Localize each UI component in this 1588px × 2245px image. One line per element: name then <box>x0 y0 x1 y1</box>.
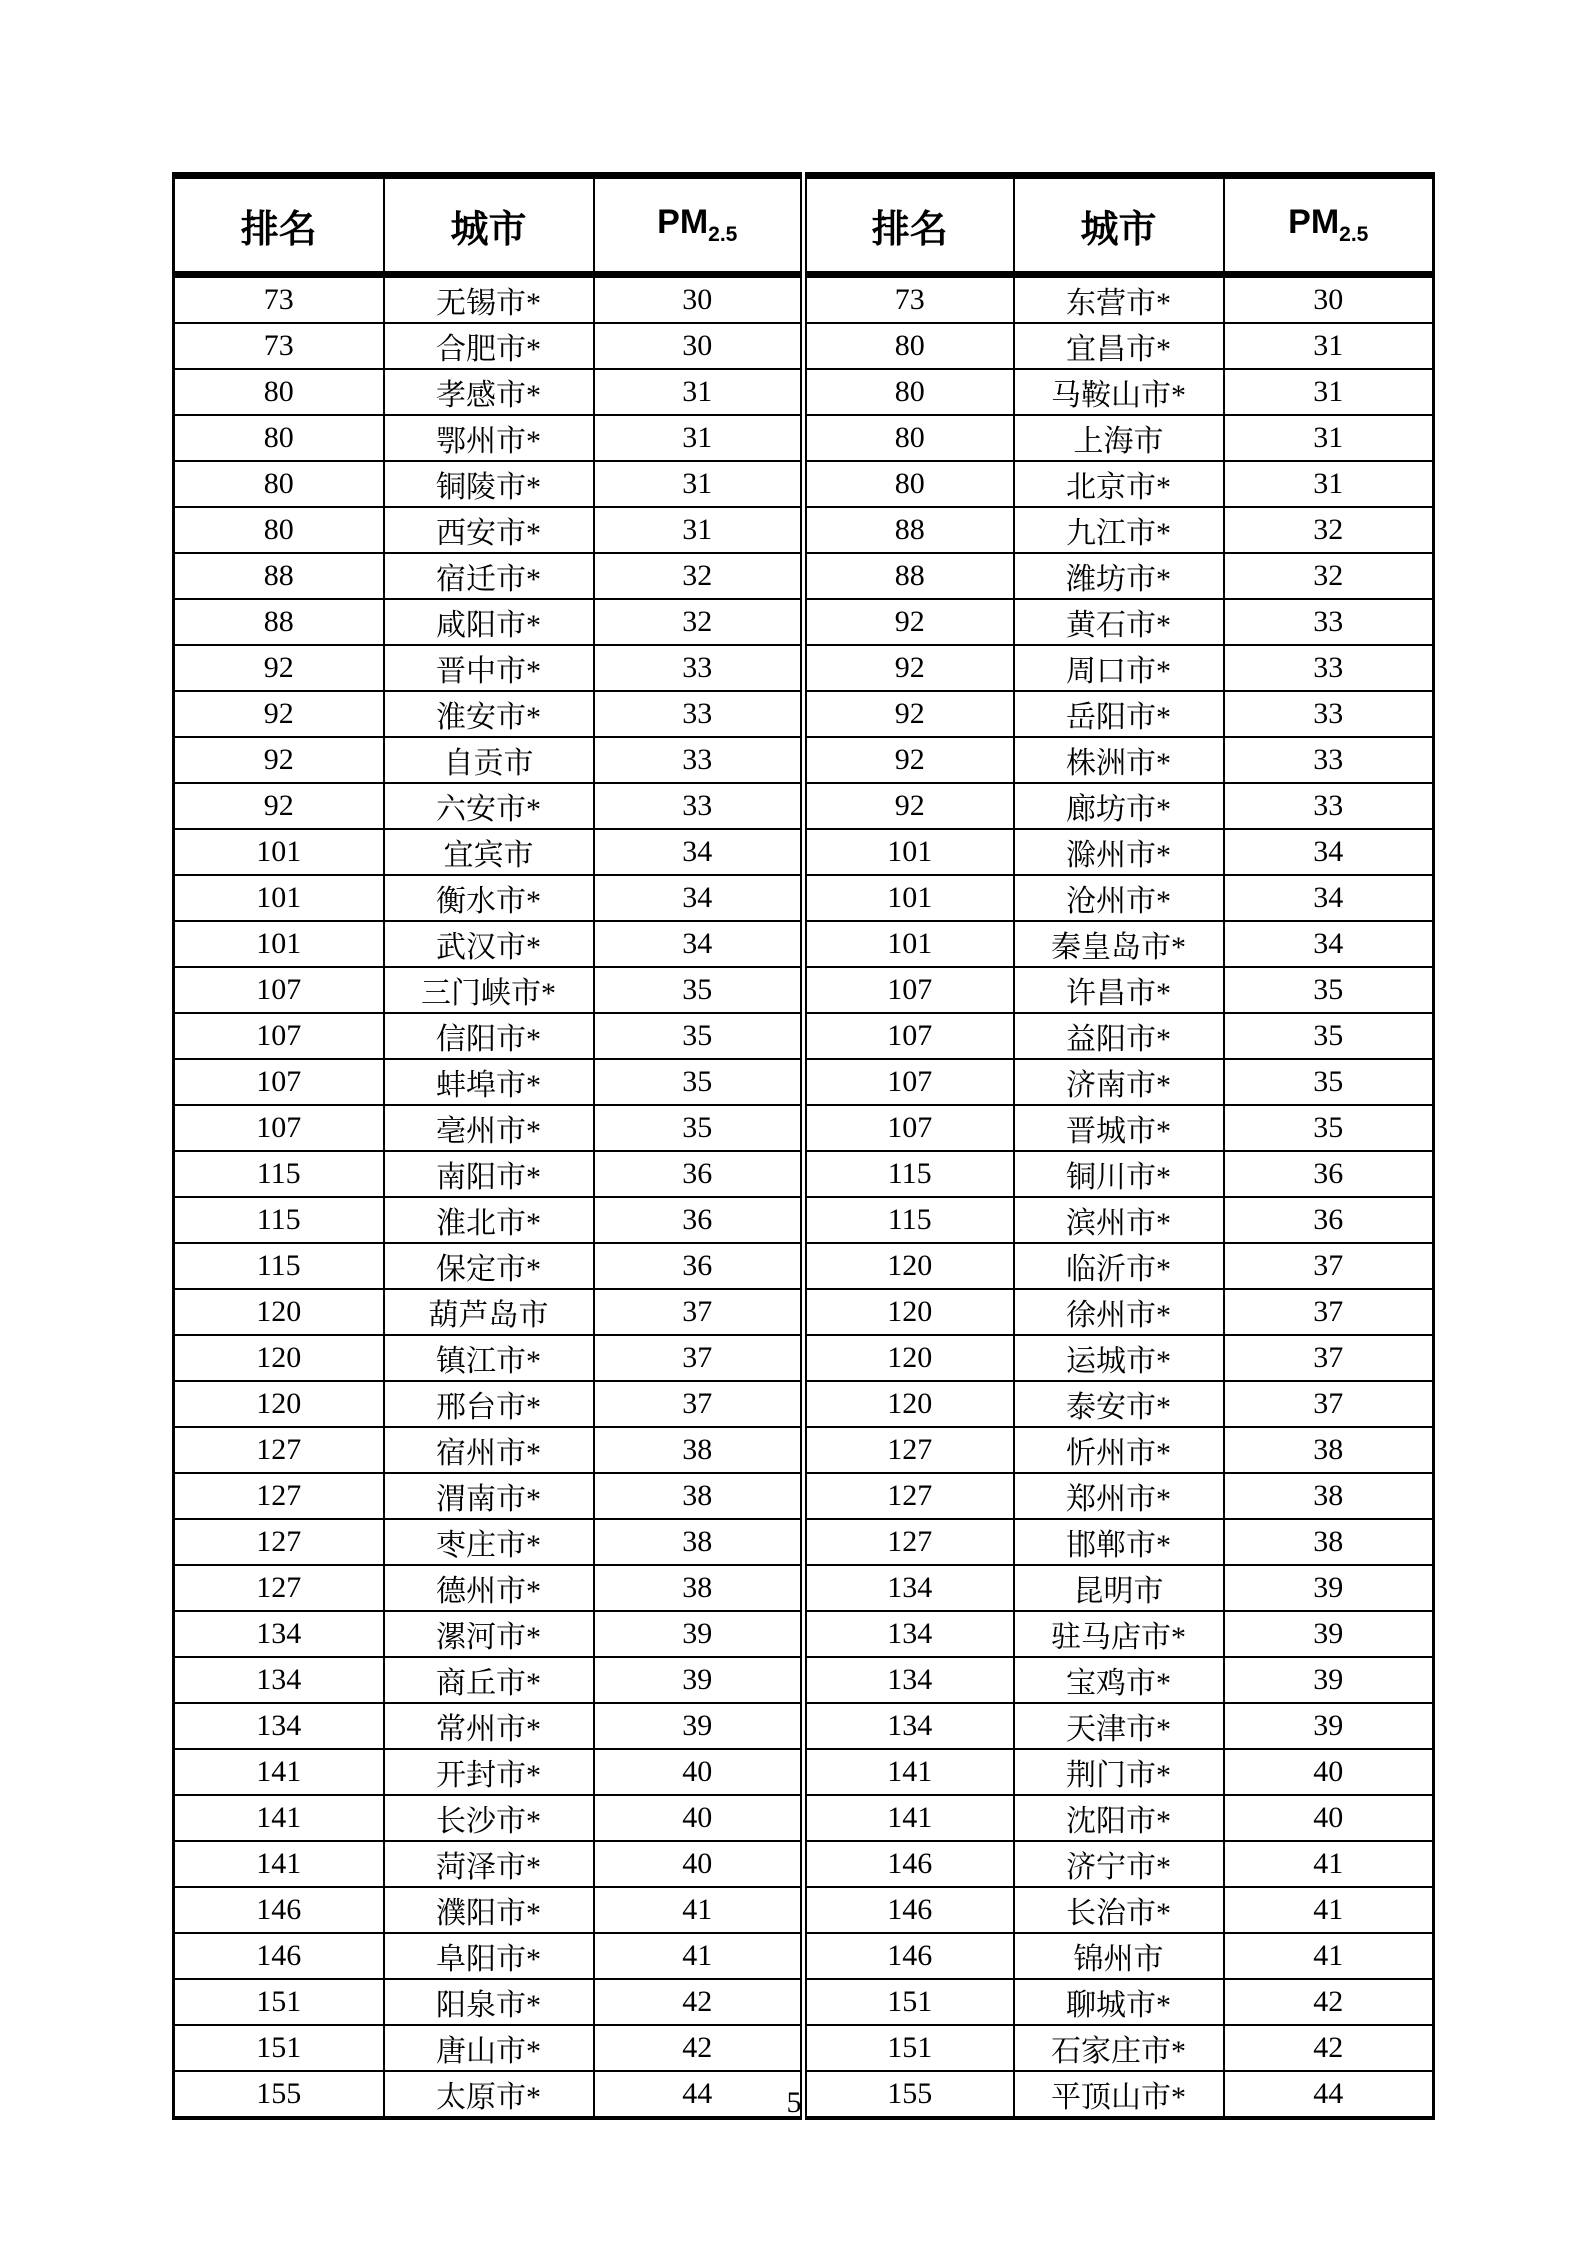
table-row <box>174 691 1434 737</box>
city-cell-right: 秦皇岛市* <box>1014 921 1224 967</box>
city-cell-left: 晋中市* <box>384 645 594 691</box>
table-row <box>174 2025 1434 2071</box>
pm-cell-left: 41 <box>594 1887 804 1933</box>
city-cell-left: 漯河市* <box>384 1611 594 1657</box>
rank-cell-right: 141 <box>804 1795 1014 1841</box>
rank-cell-left: 151 <box>174 2025 384 2071</box>
table-row <box>174 875 1434 921</box>
rank-cell-left: 141 <box>174 1795 384 1841</box>
pm-cell-left: 39 <box>594 1657 804 1703</box>
pm-cell-right: 33 <box>1224 737 1434 783</box>
pm-cell-left: 33 <box>594 691 804 737</box>
table-row <box>174 645 1434 691</box>
pm-cell-left: 38 <box>594 1473 804 1519</box>
pm-cell-left: 35 <box>594 967 804 1013</box>
rank-cell-right: 92 <box>804 737 1014 783</box>
pm-cell-left: 31 <box>594 415 804 461</box>
pm-cell-right: 41 <box>1224 1887 1434 1933</box>
table-header <box>174 176 1434 275</box>
pm-cell-right: 37 <box>1224 1243 1434 1289</box>
pm-cell-left: 31 <box>594 369 804 415</box>
pm-cell-right: 30 <box>1224 275 1434 324</box>
pm-cell-left: 40 <box>594 1749 804 1795</box>
pm-cell-right: 41 <box>1224 1841 1434 1887</box>
pm-cell-left: 31 <box>594 507 804 553</box>
pm-header-left-base: PM <box>657 203 709 242</box>
pm-cell-right: 31 <box>1224 415 1434 461</box>
rank-cell-right: 151 <box>804 2025 1014 2071</box>
pm-cell-left: 37 <box>594 1335 804 1381</box>
city-cell-left: 长沙市* <box>384 1795 594 1841</box>
city-cell-right: 东营市* <box>1014 275 1224 324</box>
pm-cell-left: 38 <box>594 1519 804 1565</box>
pm-cell-right: 36 <box>1224 1151 1434 1197</box>
rank-cell-left: 115 <box>174 1243 384 1289</box>
city-cell-right: 运城市* <box>1014 1335 1224 1381</box>
city-cell-left: 铜陵市* <box>384 461 594 507</box>
pm-header-right-base: PM <box>1288 203 1340 242</box>
rank-header-left: 排名 <box>174 176 384 275</box>
rank-cell-right: 115 <box>804 1151 1014 1197</box>
table-row <box>174 1887 1434 1933</box>
pm-cell-left: 38 <box>594 1565 804 1611</box>
city-cell-left: 亳州市* <box>384 1105 594 1151</box>
pm-cell-left: 37 <box>594 1381 804 1427</box>
rank-cell-left: 80 <box>174 369 384 415</box>
rank-cell-left: 134 <box>174 1611 384 1657</box>
rank-cell-right: 88 <box>804 553 1014 599</box>
city-cell-left: 渭南市* <box>384 1473 594 1519</box>
table-row <box>174 1565 1434 1611</box>
rank-cell-right: 120 <box>804 1289 1014 1335</box>
table-row <box>174 1841 1434 1887</box>
city-cell-right: 石家庄市* <box>1014 2025 1224 2071</box>
table-row <box>174 1059 1434 1105</box>
city-cell-left: 濮阳市* <box>384 1887 594 1933</box>
pm-cell-right: 37 <box>1224 1381 1434 1427</box>
rank-cell-left: 107 <box>174 1059 384 1105</box>
city-cell-left: 六安市* <box>384 783 594 829</box>
table-row <box>174 1243 1434 1289</box>
pm-cell-right: 38 <box>1224 1519 1434 1565</box>
rank-cell-left: 146 <box>174 1933 384 1979</box>
table-row <box>174 369 1434 415</box>
rank-cell-right: 134 <box>804 1565 1014 1611</box>
pm-cell-left: 44 <box>594 2071 804 2118</box>
rank-cell-right: 134 <box>804 1611 1014 1657</box>
rank-cell-left: 101 <box>174 829 384 875</box>
table-row <box>174 737 1434 783</box>
rank-cell-left: 141 <box>174 1841 384 1887</box>
table-row <box>174 553 1434 599</box>
table-row <box>174 1795 1434 1841</box>
city-cell-right: 宜昌市* <box>1014 323 1224 369</box>
city-cell-left: 无锡市* <box>384 275 594 324</box>
rank-cell-right: 134 <box>804 1703 1014 1749</box>
pm-cell-left: 36 <box>594 1151 804 1197</box>
city-cell-left: 枣庄市* <box>384 1519 594 1565</box>
city-cell-left: 葫芦岛市 <box>384 1289 594 1335</box>
rank-cell-left: 120 <box>174 1335 384 1381</box>
table-row <box>174 1013 1434 1059</box>
pm-header-left-subscript: 2.5 <box>708 222 738 246</box>
table-row <box>174 1519 1434 1565</box>
rank-cell-right: 134 <box>804 1657 1014 1703</box>
pm-cell-left: 34 <box>594 875 804 921</box>
table-row <box>174 415 1434 461</box>
rank-cell-right: 88 <box>804 507 1014 553</box>
pm-cell-left: 39 <box>594 1611 804 1657</box>
rank-cell-left: 107 <box>174 1105 384 1151</box>
rank-cell-right: 146 <box>804 1887 1014 1933</box>
pm-cell-right: 38 <box>1224 1473 1434 1519</box>
pm-cell-right: 40 <box>1224 1795 1434 1841</box>
table-row <box>174 783 1434 829</box>
city-cell-right: 马鞍山市* <box>1014 369 1224 415</box>
rank-cell-right: 120 <box>804 1243 1014 1289</box>
rank-cell-right: 127 <box>804 1519 1014 1565</box>
rank-cell-right: 101 <box>804 875 1014 921</box>
rank-cell-right: 80 <box>804 461 1014 507</box>
pm-cell-right: 34 <box>1224 921 1434 967</box>
city-cell-right: 驻马店市* <box>1014 1611 1224 1657</box>
rank-cell-left: 127 <box>174 1565 384 1611</box>
pm-cell-right: 31 <box>1224 369 1434 415</box>
city-cell-left: 开封市* <box>384 1749 594 1795</box>
city-cell-left: 常州市* <box>384 1703 594 1749</box>
pm-cell-right: 39 <box>1224 1657 1434 1703</box>
city-cell-right: 上海市 <box>1014 415 1224 461</box>
pm25-ranking-table <box>172 172 1435 2120</box>
city-cell-right: 沈阳市* <box>1014 1795 1224 1841</box>
pm-cell-right: 39 <box>1224 1565 1434 1611</box>
pm-cell-left: 42 <box>594 2025 804 2071</box>
city-cell-left: 德州市* <box>384 1565 594 1611</box>
pm-header-right <box>1224 176 1434 275</box>
rank-cell-left: 92 <box>174 737 384 783</box>
pm-cell-left: 40 <box>594 1841 804 1887</box>
table-row <box>174 1335 1434 1381</box>
rank-cell-left: 80 <box>174 415 384 461</box>
table-row <box>174 507 1434 553</box>
city-cell-left: 宿州市* <box>384 1427 594 1473</box>
rank-cell-left: 127 <box>174 1473 384 1519</box>
pm-cell-right: 37 <box>1224 1289 1434 1335</box>
pm-cell-right: 32 <box>1224 507 1434 553</box>
city-cell-left: 鄂州市* <box>384 415 594 461</box>
header-row <box>174 176 1434 275</box>
pm-cell-left: 31 <box>594 461 804 507</box>
pm-cell-right: 42 <box>1224 2025 1434 2071</box>
city-cell-right: 临沂市* <box>1014 1243 1224 1289</box>
city-cell-left: 西安市* <box>384 507 594 553</box>
city-cell-right: 济南市* <box>1014 1059 1224 1105</box>
city-cell-right: 宝鸡市* <box>1014 1657 1224 1703</box>
city-cell-right: 廊坊市* <box>1014 783 1224 829</box>
rank-cell-right: 92 <box>804 783 1014 829</box>
rank-cell-right: 80 <box>804 323 1014 369</box>
city-cell-right: 北京市* <box>1014 461 1224 507</box>
rank-cell-right: 107 <box>804 967 1014 1013</box>
table-row <box>174 1197 1434 1243</box>
table-row <box>174 599 1434 645</box>
pm-cell-right: 34 <box>1224 875 1434 921</box>
pm-cell-left: 39 <box>594 1703 804 1749</box>
city-cell-left: 淮北市* <box>384 1197 594 1243</box>
city-cell-left: 蚌埠市* <box>384 1059 594 1105</box>
rank-cell-right: 151 <box>804 1979 1014 2025</box>
city-cell-right: 滁州市* <box>1014 829 1224 875</box>
table-row <box>174 1427 1434 1473</box>
city-cell-right: 邯郸市* <box>1014 1519 1224 1565</box>
city-header-left: 城市 <box>384 176 594 275</box>
city-cell-right: 徐州市* <box>1014 1289 1224 1335</box>
pm-cell-left: 34 <box>594 829 804 875</box>
table-row <box>174 1933 1434 1979</box>
city-cell-right: 周口市* <box>1014 645 1224 691</box>
city-cell-right: 岳阳市* <box>1014 691 1224 737</box>
pm-cell-left: 34 <box>594 921 804 967</box>
page-number: 5 <box>786 2086 802 2119</box>
table-row <box>174 1381 1434 1427</box>
city-cell-left: 信阳市* <box>384 1013 594 1059</box>
rank-cell-right: 141 <box>804 1749 1014 1795</box>
pm-cell-left: 41 <box>594 1933 804 1979</box>
rank-cell-right: 92 <box>804 599 1014 645</box>
city-cell-left: 阜阳市* <box>384 1933 594 1979</box>
rank-cell-left: 88 <box>174 599 384 645</box>
pm-cell-right: 32 <box>1224 553 1434 599</box>
pm-cell-right: 39 <box>1224 1703 1434 1749</box>
rank-cell-right: 92 <box>804 645 1014 691</box>
city-cell-right: 沧州市* <box>1014 875 1224 921</box>
city-cell-left: 太原市* <box>384 2071 594 2118</box>
table-row <box>174 1289 1434 1335</box>
city-cell-left: 菏泽市* <box>384 1841 594 1887</box>
table-row <box>174 829 1434 875</box>
rank-cell-right: 120 <box>804 1335 1014 1381</box>
city-cell-left: 衡水市* <box>384 875 594 921</box>
city-cell-right: 滨州市* <box>1014 1197 1224 1243</box>
rank-cell-left: 134 <box>174 1657 384 1703</box>
table-row <box>174 323 1434 369</box>
rank-cell-left: 101 <box>174 921 384 967</box>
pm-cell-left: 35 <box>594 1105 804 1151</box>
rank-header-right: 排名 <box>804 176 1014 275</box>
rank-cell-left: 127 <box>174 1519 384 1565</box>
pm-cell-right: 33 <box>1224 599 1434 645</box>
rank-cell-left: 146 <box>174 1887 384 1933</box>
city-cell-right: 长治市* <box>1014 1887 1224 1933</box>
city-cell-right: 黄石市* <box>1014 599 1224 645</box>
city-cell-left: 武汉市* <box>384 921 594 967</box>
city-cell-right: 聊城市* <box>1014 1979 1224 2025</box>
city-cell-right: 益阳市* <box>1014 1013 1224 1059</box>
pm-cell-left: 37 <box>594 1289 804 1335</box>
rank-cell-left: 127 <box>174 1427 384 1473</box>
pm-cell-right: 35 <box>1224 1105 1434 1151</box>
city-cell-right: 忻州市* <box>1014 1427 1224 1473</box>
city-cell-left: 咸阳市* <box>384 599 594 645</box>
rank-cell-right: 107 <box>804 1013 1014 1059</box>
pm-cell-right: 38 <box>1224 1427 1434 1473</box>
city-cell-left: 自贡市 <box>384 737 594 783</box>
pm-cell-right: 41 <box>1224 1933 1434 1979</box>
rank-cell-right: 101 <box>804 829 1014 875</box>
pm-cell-left: 30 <box>594 275 804 324</box>
table-row <box>174 1979 1434 2025</box>
pm-cell-left: 40 <box>594 1795 804 1841</box>
pm-cell-left: 30 <box>594 323 804 369</box>
city-cell-right: 铜川市* <box>1014 1151 1224 1197</box>
rank-cell-left: 92 <box>174 783 384 829</box>
city-cell-left: 保定市* <box>384 1243 594 1289</box>
city-cell-left: 阳泉市* <box>384 1979 594 2025</box>
city-cell-right: 晋城市* <box>1014 1105 1224 1151</box>
rank-cell-left: 92 <box>174 691 384 737</box>
city-cell-left: 唐山市* <box>384 2025 594 2071</box>
city-cell-right: 平顶山市* <box>1014 2071 1224 2118</box>
table-row <box>174 967 1434 1013</box>
pm-cell-right: 39 <box>1224 1611 1434 1657</box>
city-cell-right: 郑州市* <box>1014 1473 1224 1519</box>
table-row <box>174 461 1434 507</box>
pm-cell-right: 35 <box>1224 1059 1434 1105</box>
pm-header-left <box>594 176 804 275</box>
city-cell-left: 镇江市* <box>384 1335 594 1381</box>
city-cell-left: 宿迁市* <box>384 553 594 599</box>
table-row <box>174 1703 1434 1749</box>
rank-cell-left: 80 <box>174 461 384 507</box>
table-row <box>174 1151 1434 1197</box>
pm-cell-left: 33 <box>594 645 804 691</box>
pm-cell-right: 31 <box>1224 323 1434 369</box>
rank-cell-right: 80 <box>804 415 1014 461</box>
pm-cell-right: 33 <box>1224 645 1434 691</box>
pm-cell-right: 33 <box>1224 691 1434 737</box>
table-body <box>174 275 1434 2119</box>
city-cell-right: 锦州市 <box>1014 1933 1224 1979</box>
pm-cell-left: 36 <box>594 1243 804 1289</box>
pm-cell-right: 37 <box>1224 1335 1434 1381</box>
rank-cell-left: 73 <box>174 275 384 324</box>
rank-cell-left: 120 <box>174 1381 384 1427</box>
city-cell-left: 三门峡市* <box>384 967 594 1013</box>
table-row <box>174 1657 1434 1703</box>
city-cell-left: 合肥市* <box>384 323 594 369</box>
rank-cell-right: 115 <box>804 1197 1014 1243</box>
pm-cell-left: 38 <box>594 1427 804 1473</box>
pm-cell-right: 42 <box>1224 1979 1434 2025</box>
table-row <box>174 1611 1434 1657</box>
pm-cell-left: 42 <box>594 1979 804 2025</box>
table-row <box>174 1105 1434 1151</box>
pm-cell-left: 33 <box>594 737 804 783</box>
pm-cell-left: 33 <box>594 783 804 829</box>
rank-cell-right: 127 <box>804 1427 1014 1473</box>
city-cell-right: 许昌市* <box>1014 967 1224 1013</box>
table-row <box>174 921 1434 967</box>
pm-cell-right: 33 <box>1224 783 1434 829</box>
city-cell-left: 邢台市* <box>384 1381 594 1427</box>
table-row <box>174 1749 1434 1795</box>
city-cell-left: 宜宾市 <box>384 829 594 875</box>
pm-header-right-subscript: 2.5 <box>1339 222 1369 246</box>
pm-cell-right: 44 <box>1224 2071 1434 2118</box>
city-cell-right: 九江市* <box>1014 507 1224 553</box>
rank-cell-left: 107 <box>174 1013 384 1059</box>
city-cell-right: 昆明市 <box>1014 1565 1224 1611</box>
pm-cell-left: 36 <box>594 1197 804 1243</box>
rank-cell-left: 107 <box>174 967 384 1013</box>
rank-cell-left: 80 <box>174 507 384 553</box>
table-row <box>174 1473 1434 1519</box>
city-cell-left: 淮安市* <box>384 691 594 737</box>
pm-cell-left: 35 <box>594 1013 804 1059</box>
city-cell-right: 荆门市* <box>1014 1749 1224 1795</box>
pm-cell-right: 31 <box>1224 461 1434 507</box>
rank-cell-right: 92 <box>804 691 1014 737</box>
rank-cell-right: 146 <box>804 1841 1014 1887</box>
pm-cell-right: 35 <box>1224 967 1434 1013</box>
city-cell-right: 株洲市* <box>1014 737 1224 783</box>
pm-cell-left: 32 <box>594 599 804 645</box>
city-cell-right: 天津市* <box>1014 1703 1224 1749</box>
pm-cell-left: 35 <box>594 1059 804 1105</box>
rank-cell-left: 73 <box>174 323 384 369</box>
city-header-right: 城市 <box>1014 176 1224 275</box>
rank-cell-right: 107 <box>804 1105 1014 1151</box>
rank-cell-left: 101 <box>174 875 384 921</box>
pm-cell-right: 35 <box>1224 1013 1434 1059</box>
rank-cell-left: 120 <box>174 1289 384 1335</box>
rank-cell-left: 92 <box>174 645 384 691</box>
city-cell-right: 潍坊市* <box>1014 553 1224 599</box>
pm-cell-right: 36 <box>1224 1197 1434 1243</box>
rank-cell-right: 155 <box>804 2071 1014 2118</box>
table-row <box>174 275 1434 324</box>
city-cell-left: 商丘市* <box>384 1657 594 1703</box>
rank-cell-left: 115 <box>174 1151 384 1197</box>
city-cell-left: 南阳市* <box>384 1151 594 1197</box>
rank-cell-right: 127 <box>804 1473 1014 1519</box>
rank-cell-left: 141 <box>174 1749 384 1795</box>
rank-cell-right: 120 <box>804 1381 1014 1427</box>
pm-cell-right: 34 <box>1224 829 1434 875</box>
pm-cell-left: 32 <box>594 553 804 599</box>
rank-cell-left: 88 <box>174 553 384 599</box>
rank-cell-right: 80 <box>804 369 1014 415</box>
city-cell-right: 泰安市* <box>1014 1381 1224 1427</box>
pm-cell-right: 40 <box>1224 1749 1434 1795</box>
rank-cell-left: 134 <box>174 1703 384 1749</box>
city-cell-left: 孝感市* <box>384 369 594 415</box>
rank-cell-left: 155 <box>174 2071 384 2118</box>
city-cell-right: 济宁市* <box>1014 1841 1224 1887</box>
rank-cell-left: 151 <box>174 1979 384 2025</box>
rank-cell-right: 107 <box>804 1059 1014 1105</box>
rank-cell-left: 115 <box>174 1197 384 1243</box>
rank-cell-right: 73 <box>804 275 1014 324</box>
rank-cell-right: 146 <box>804 1933 1014 1979</box>
rank-cell-right: 101 <box>804 921 1014 967</box>
